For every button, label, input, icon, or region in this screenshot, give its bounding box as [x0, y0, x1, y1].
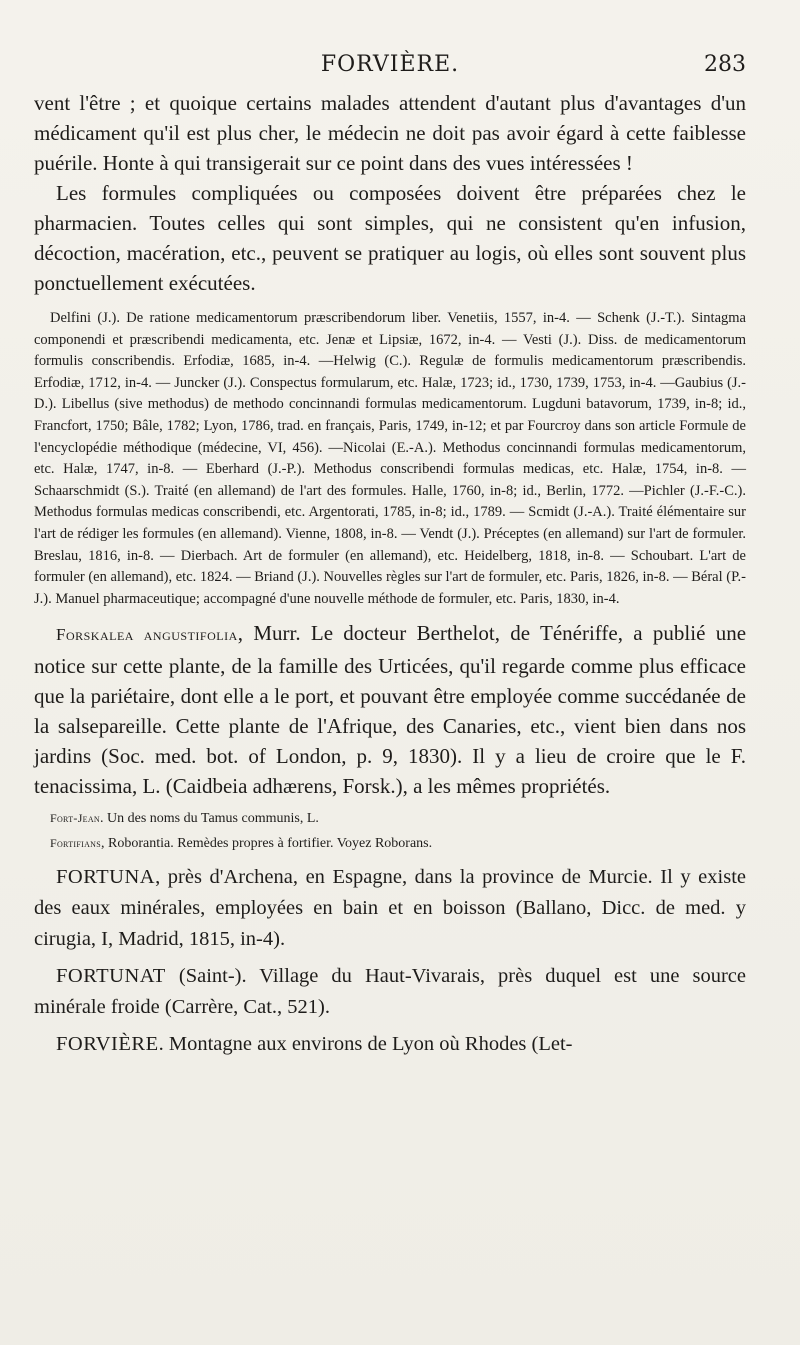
- entry-fortifians-text: , Roborantia. Remèdes propres à fortifier. Voyez Roborans.: [100, 835, 433, 851]
- entry-forviere: [34, 1029, 746, 1060]
- paragraph-continuation: vent l'être ; et quoique certains malades attendent d'autant plus d'avantages d'un médicament qu'il est plus cher, le médecin ne doit pas avoir égard à cette faiblesse puérile. Honte à qui transigerait sur ce point dans des vues intéressées !: [34, 91, 746, 175]
- paragraph-formulas: Les formules compliquées ou composées doivent être préparées chez le pharmacien. Toutes celles qui sont simples, qui ne consistent qu'en infusion, décoction, macération, etc., peuvent se pratiquer au logis, où elles sont souvent plus ponctuellement exécutées.: [34, 181, 746, 295]
- running-title: FORVIÈRE.: [320, 52, 460, 77]
- entry-fortunat: [34, 961, 746, 1023]
- running-head: [34, 52, 746, 84]
- headword-fortuna: FORTUNA: [56, 865, 156, 888]
- entry-forviere-text: . Montagne aux environs de Lyon où Rhodes (Let-: [158, 1032, 573, 1055]
- entry-forskalea: [34, 618, 746, 801]
- entry-fortuna-text: , près d'Archena, en Espagne, dans la province de Murcie. Il y existe des eaux minérales, employées en bain et en boisson (Ballano, Dicc. de med. y cirugia, I, Madrid, 1815, in-4).: [34, 865, 746, 950]
- entry-fortuna: [34, 862, 746, 955]
- entry-fort-jean-text: . Un des noms du Tamus communis, L.: [100, 810, 319, 826]
- entry-fort-jean: [34, 808, 746, 829]
- entry-forskalea-text: , Murr. Le docteur Berthelot, de Ténériffe, a publié une notice sur cette plante, de la famille des Urticées, qu'il regarde comme plus efficace que la pariétaire, dont elle a le port, et pouvant être employée comme succédanée de la salsepareille. Cette plante de l'Afrique, des Canaries, etc., vient bien dans nos jardins (Soc. med. bot. of London, p. 9, 1830). Il y a lieu de croire que le F. tenacissima, L. (Caidbeia adhærens, Forsk.), a les mêmes propriétés.: [34, 621, 747, 799]
- headword-forskalea: Forskalea angustifolia: [56, 625, 238, 645]
- headword-forviere: FORVIÈRE: [56, 1032, 159, 1055]
- headword-fortifians: Fortifians: [50, 835, 101, 850]
- entry-fortunat-text: (Saint-). Village du Haut-Vivarais, près duquel est une source minérale froide (Carrère, Cat., 521).: [34, 964, 746, 1018]
- bibliography-note: Delfini (J.). De ratione medicamentorum præscribendorum liber. Venetiis, 1557, in-4. — Schenk (J.-T.). Sintagma componendi et præscribendi medicamenta, etc. Jenæ et Lipsiæ, 1672, in-4. — Vesti (J.). Diss. de medicamentorum formulis conscribendis. Erfodiæ, 1685, in-4. —Helwig (C.). Regulæ de formulis medicamentorum præscribendis. Erfodiæ, 1712, in-4. — Juncker (J.). Conspectus formularum, etc. Halæ, 1723; id., 1730, 1739, 1753, in-4. —Gaubius (J.-D.). Libellus (sive methodus) de methodo concinnandi formulas medicamentorum. Lugduni batavorum, 1739, in-8; id., Francfort, 1750; Bâle, 1782; Lyon, 1786, trad. en français, Paris, 1749, in-12; et par Fourcroy dans son article Formule de l'encyclopédie méthodique (médecine, VI, 456). —Nicolai (E.-A.). Methodus concinnandi formulas medicamentorum, etc. Halæ, 1747, in-8. — Eberhard (J.-P.). Methodus conscribendi formulas medicas, etc. Halæ, 1754, in-8. — Schaarschmidt (S.). Traité (en allemand) de l'art des formules. Halle, 1760, in-8; id., Berlin, 1772. —Pichler (J.-F.-C.). Methodus formulas medicas conscribendi, etc. Argentorati, 1785, in-8; id., 1789. — Scmidt (J.-A.). Traité élémentaire sur l'art de rédiger les formules (en allemand). Vienne, 1808, in-8. — Vendt (J.). Préceptes (en allemand) sur l'art de formuler. Breslau, 1816, in-8. — Dierbach. Art de formuler (en allemand), etc. Heidelberg, 1818, in-8. — Schoubart. L'art de formuler (en allemand), etc. 1824. — Briand (J.). Nouvelles règles sur l'art de formuler, etc. Paris, 1826, in-8. — Béral (P.-J.). Manuel pharmaceutique; accompagné d'une nouvelle méthode de formuler, etc. Paris, 1830, in-4.: [34, 310, 746, 607]
- entry-fortifians: [34, 833, 746, 854]
- text-block: [34, 88, 746, 1060]
- page-number: 283: [704, 52, 746, 77]
- headword-fortunat: FORTUNAT: [56, 964, 166, 987]
- headword-fort-jean: Fort-Jean: [50, 810, 101, 825]
